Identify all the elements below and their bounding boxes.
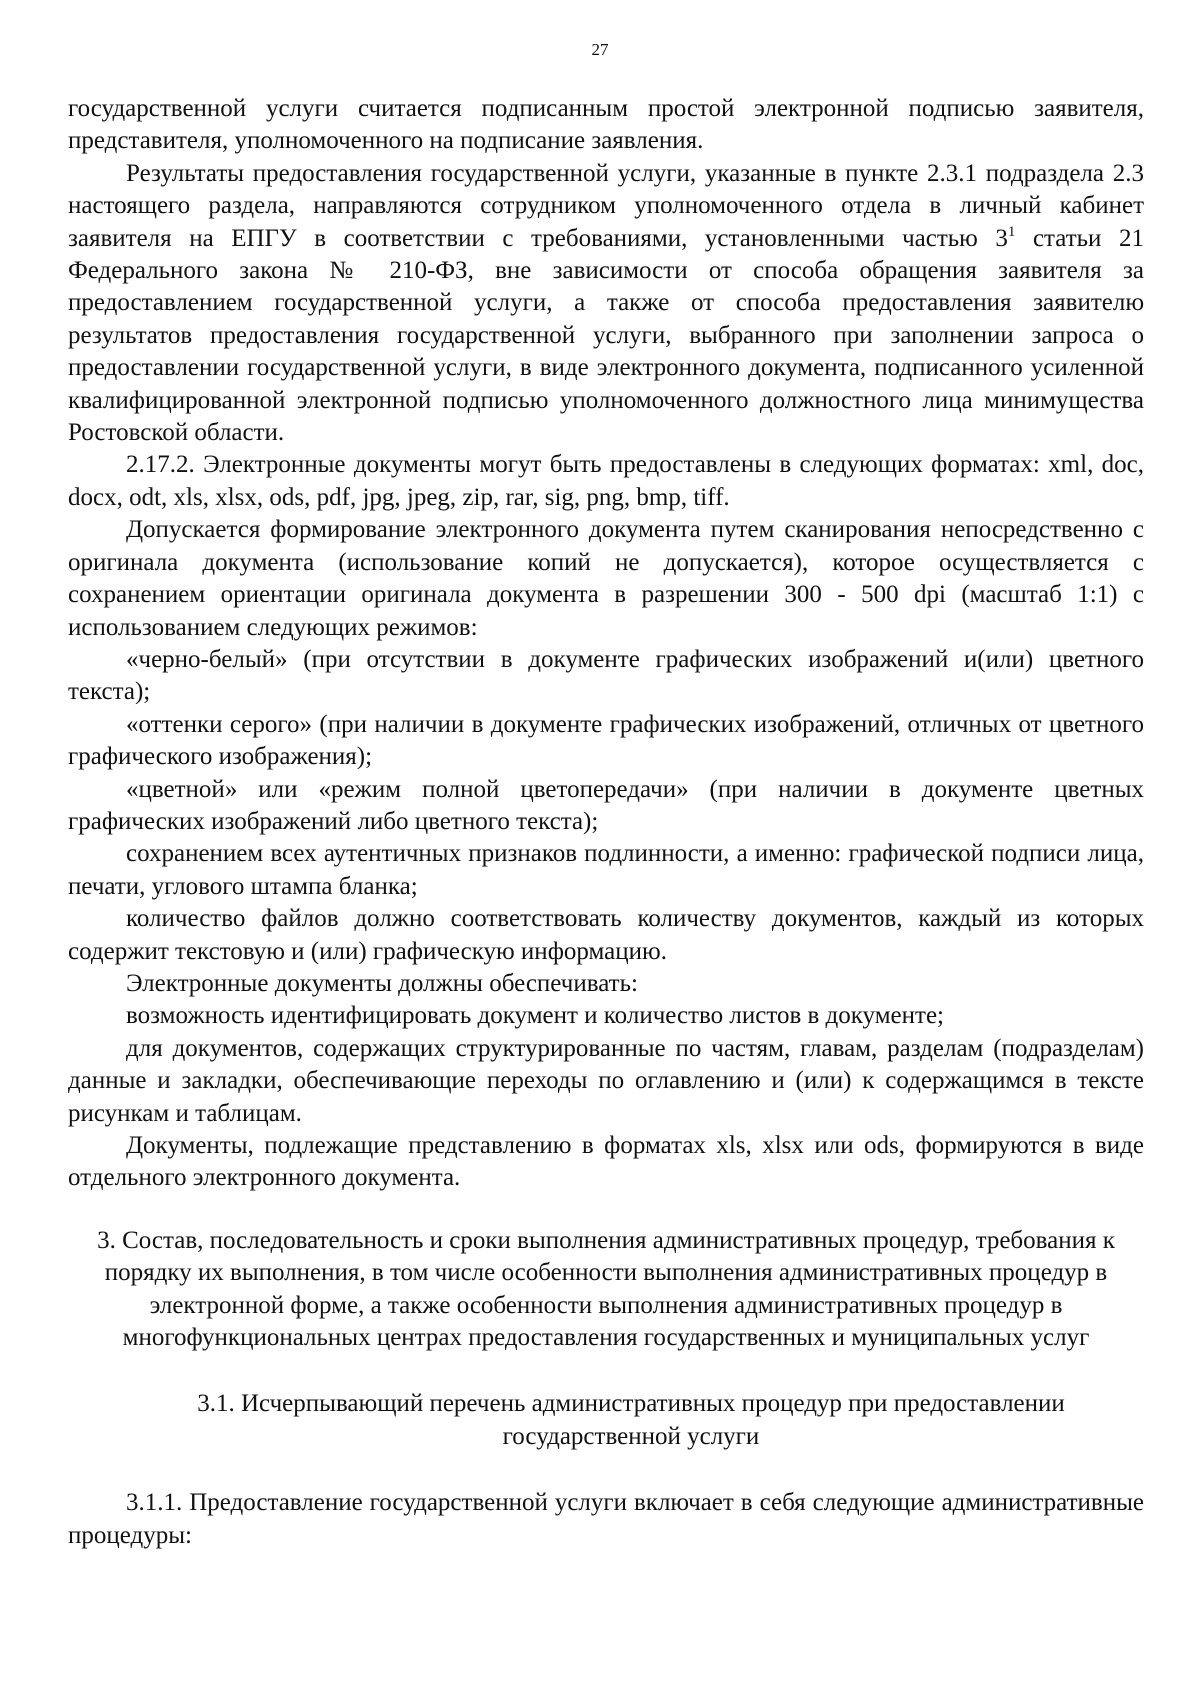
paragraph-mode-gray: «оттенки серого» (при наличии в документе графических изображений, отличных от цветного графического изображения); — [68, 710, 1144, 771]
paragraph-mode-bw: «черно-белый» (при отсутствии в документе графических изображений и(или) цветного текста); — [68, 645, 1144, 706]
subsection-heading: 3.1. Исчерпывающий перечень административных процедур при предоставлении государственной услуги — [197, 1390, 1065, 1450]
paragraph-structured: для документов, содержащих структурированные по частям, главам, разделам (подразделам) данные и закладки, обеспечивающие переходы по оглавлению и (или) к содержащимся в тексте рисункам и таблицам. — [68, 1034, 1144, 1127]
section-heading: 3. Состав, последовательность и сроки выполнения административных процедур, требования к порядку их выполнения, в том числе особенности выполнения административных процедур в электронной форме, а также особенности выполнения административных процедур в многофункциональных центрах предоставления государственных и муниципальных услуг — [97, 1226, 1115, 1352]
paragraph-formats: 2.17.2. Электронные документы могут быть предоставлены в следующих форматах: xml, doc, docx, odt, xls, xlsx, ods, pdf, jpg, jpeg, zip, rar, sig, png, bmp, tiff. — [68, 451, 1144, 511]
paragraph-file-count: количество файлов должно соответствовать количеству документов, каждый из которых содержит текстовую и (или) графическую информацию. — [68, 905, 1144, 965]
paragraph-authenticity: сохранением всех аутентичных признаков подлинности, а именно: графической подписи лица, печати, углового штампа бланка; — [68, 840, 1144, 900]
paragraph-results-text-b: статьи 21 Федерального закона № 210-ФЗ, вне зависимости от способа обращения заявителя за предоставлением государственной услуги, а также от способа предоставления заявителю результатов предоставления государственной услуги, выбранного при заполнении запроса о предоставлении государственной услуги, в виде электронного документа, подписанного усиленной квалифицированной электронной подписью уполномоченного должностного лица минимущества Ростовской области. — [68, 224, 1144, 447]
paragraph-mode-color: «цветной» или «режим полной цветопередачи» (при наличии в документе цветных графических изображений либо цветного текста); — [68, 775, 1144, 835]
paragraph-spreadsheets: Документы, подлежащие представлению в форматах xls, xlsx или ods, формируются в виде отдельного электронного документа. — [68, 1132, 1144, 1192]
paragraph-results-text-a: Результаты предоставления государственной услуги, указанные в пункте 2.3.1 подраздела 2.3 настоящего раздела, направляются сотрудником уполномоченного отдела в личный кабинет заявителя на ЕПГУ в соответствии с требованиями, установленными частью 3 — [68, 159, 1144, 252]
paragraph-scanning: Допускается формирование электронного документа путем сканирования непосредственно с оригинала документа (использование копий не допускается), которое осуществляется с сохранением ориентации оригинала документа в разрешении 300 - 500 dpi (масштаб 1:1) с использованием следующих режимов: — [68, 516, 1144, 641]
paragraph-identify: возможность идентифицировать документ и количество листов в документе; — [126, 1002, 944, 1030]
page-number: 27 — [591, 40, 609, 59]
superscript-one: 1 — [1007, 223, 1016, 240]
paragraph-continuation: государственной услуги считается подписанным простой электронной подписью заявителя, представителя, уполномоченного на подписание заявления. — [68, 95, 1144, 155]
paragraph-requirements-intro: Электронные документы должны обеспечивать: — [126, 969, 638, 997]
paragraph-results — [68, 158, 1144, 450]
paragraph-procedures: 3.1.1. Предоставление государственной услуги включает в себя следующие административные процедуры: — [68, 1489, 1144, 1549]
document-body — [68, 93, 1144, 1552]
